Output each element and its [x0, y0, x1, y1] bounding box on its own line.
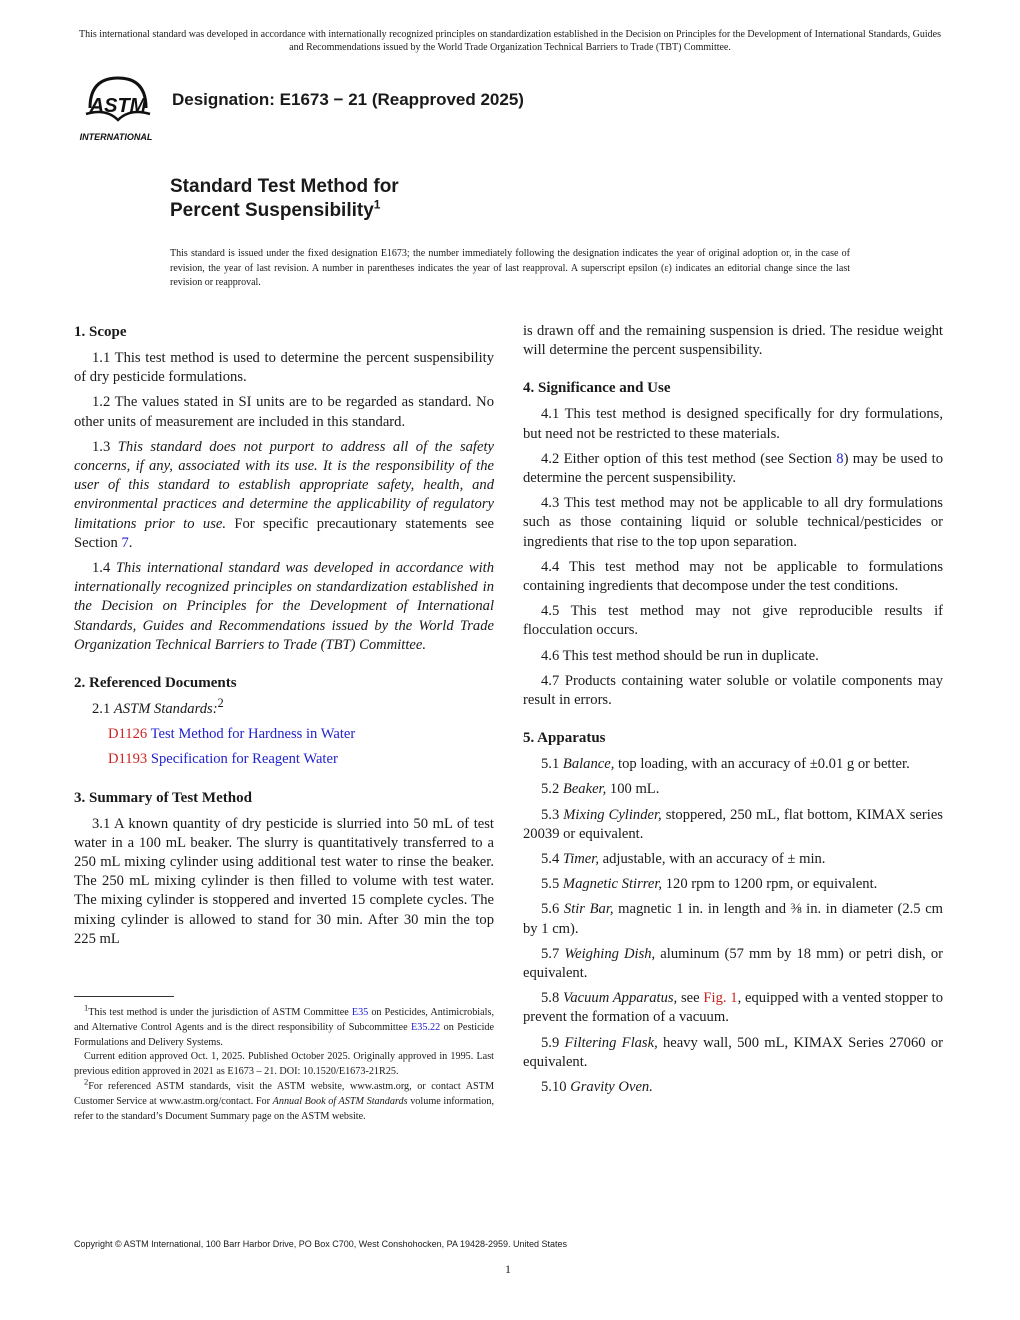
section-3-heading: 3. Summary of Test Method — [74, 789, 252, 806]
para-4-2: 4.2 Either option of this test method (see Section 8) may be used to determine the percent suspensibility. — [523, 450, 943, 487]
para-4-4: 4.4 This test method may not be applicable to formulations containing ingredients that decompose under the test conditions. — [523, 558, 943, 595]
section-8-link[interactable]: 8 — [836, 450, 844, 467]
para-5-7: 5.7 Weighing Dish, aluminum (57 mm by 18 mm) or petri dish, or equivalent. — [523, 945, 943, 982]
committee-e35-link[interactable]: E35 — [351, 1007, 369, 1018]
para-1-3: 1.3 This standard does not purport to address all of the safety concerns, if any, associated with its use. It is the responsibility of the user of this standard to establish appropriate safety, health, and environmental practices and determine the applicability of regulatory limitations prior to use. For specific precautionary statements see Section 7. — [74, 438, 494, 551]
section-5-heading: 5. Apparatus — [523, 730, 606, 747]
right-column — [523, 322, 943, 1103]
copyright-footer: Copyright © ASTM International, 100 Barr Harbor Drive, PO Box C700, West Conshohocken, PA 19428-2959. United States — [74, 1239, 568, 1249]
left-column — [74, 322, 494, 955]
section-1-heading: 1. Scope — [74, 324, 127, 340]
para-4-3: 4.3 This test method may not be applicable to all dry formulations such as those containing liquid or soluble technical/pesticides or ingredients that rise to the top upon separation. — [523, 495, 943, 550]
footnote-divider — [74, 996, 174, 997]
section-2-heading: 2. Referenced Documents — [74, 675, 237, 692]
para-5-10: 5.10 Gravity Oven. — [541, 1079, 653, 1096]
para-4-7: 4.7 Products containing water soluble or volatile components may result in errors. — [523, 672, 943, 709]
para-3-1: 3.1 A known quantity of dry pesticide is slurried into 50 mL of test water in a 100 mL beaker. The slurry is quantitatively transferred to a 250 mL mixing cylinder using additional test water to rinse the beaker. The 250 mL mixing cylinder is then filled to volume with test water. The mixing cylinder is stoppered and inverted 15 complete cycles. The mixing cylinder is allowed to stand for 30 min. After 30 min the top 225 mL — [74, 815, 494, 947]
title-text: Percent Suspensibility — [170, 200, 374, 221]
section-4-heading: 4. Significance and Use — [523, 380, 671, 397]
section-7-link[interactable]: 7 — [121, 534, 129, 551]
para-5-8: 5.8 Vacuum Apparatus, see Fig. 1, equipped with a vented stopper to prevent the formation of a vacuum. — [523, 990, 943, 1026]
para-2-1: 2.1 ASTM Standards:$^2$ — [92, 696, 224, 718]
para-5-3: 5.3 Mixing Cylinder, stoppered, 250 mL, flat bottom, KIMAX series 20039 or equivalent. — [523, 806, 943, 842]
para-5-5: 5.5 Magnetic Stirrer, 120 rpm to 1200 rpm, or equivalent. — [541, 876, 878, 893]
document-title — [170, 175, 399, 223]
footnote-2: $^2$For referenced ASTM standards, visit the ASTM website, www.astm.org, or contact ASTM Customer Service at www.astm.org/contact. For Annual Book of ASTM Standards volume information, refer to the standard’s Document Summary page on the ASTM website. — [74, 1076, 495, 1122]
para-5-6: 5.6 Stir Bar, magnetic 1 in. in length and ⅜ in. in diameter (2.5 cm by 1 cm). — [523, 901, 944, 937]
page-number: 1 — [505, 1262, 511, 1276]
reference-d1193[interactable]: D1193 Specification for Reagent Water — [108, 751, 338, 768]
figure-1-link[interactable]: Fig. 1 — [703, 990, 738, 1007]
para-5-9: 5.9 Filtering Flask, heavy wall, 500 mL, KIMAX Series 27060 or equivalent. — [523, 1034, 943, 1070]
designation: Designation: E1673 − 21 (Reapproved 2025) — [172, 90, 524, 109]
title-line-2 — [170, 199, 399, 223]
para-4-5: 4.5 This test method may not give reproducible results if flocculation occurs. — [523, 603, 943, 639]
title-line-1: Standard Test Method for — [170, 176, 399, 197]
footnote-2-mark[interactable]: 2 — [217, 696, 224, 711]
footnote-1: $^1$This test method is under the jurisdiction of ASTM Committee E35 on Pesticides, Antimicrobials, and Alternative Control Agents and is the direct responsibility of Subcommittee E35.22 on Pesticide Formulations and Delivery Systems. — [74, 1002, 495, 1048]
para-5-1: 5.1 Balance, top loading, with an accuracy of ±0.01 g or better. — [541, 756, 910, 773]
para-1-1: 1.1 This test method is used to determine the percent suspensibility of dry pesticide formulations. — [74, 350, 494, 386]
reference-d1126[interactable]: D1126 Test Method for Hardness in Water — [108, 726, 356, 743]
issuance-statement: This standard is issued under the fixed designation E1673; the number immediately following the designation indicates the year of original adoption or, in the case of revision, the year of last revision. A number in parentheses indicates the year of last reapproval. A superscript epsilon (ε) indicates an editorial change since the last revision or reapproval. — [170, 248, 850, 288]
para-3-1-continued: is drawn off and the remaining suspension is dried. The residue weight will determine the percent suspensibility. — [523, 323, 943, 359]
footnote-1-edition: Current edition approved Oct. 1, 2025. Published October 2025. Originally approved in 1995. Last previous edition approved in 2021 as E1673 – 21. DOI: 10.1520/E1673-21R25. — [74, 1051, 494, 1078]
para-1-4: 1.4 This international standard was developed in accordance with internationally recognized principles on standardization established in the Decision on Principles for the Development of International Standards, Guides and Recommendations issued by the World Trade Organization Technical Barriers to Trade (TBT) Committee. — [74, 560, 495, 653]
subcommittee-e35-22-link[interactable]: E35.22 — [411, 1021, 441, 1033]
para-5-2: 5.2 Beaker, 100 mL. — [541, 781, 660, 798]
para-4-6: 4.6 This test method should be run in duplicate. — [541, 647, 819, 664]
astm-logo — [76, 72, 160, 144]
footnotes — [74, 1002, 495, 1124]
astm-logo-subtext: INTERNATIONAL — [79, 132, 153, 142]
international-standard-notice: This international standard was developed in accordance with internationally recognized principles on standardization established in the Decision on Principles for the Development of International Standards, Guides and Recommendations issued by the World Trade Organization Technical Barriers to Trade (TBT) Committee. — [79, 29, 941, 53]
para-4-1: 4.1 This test method is designed specifically for dry formulations, but need not be restricted to these materials. — [523, 406, 943, 442]
para-1-2: 1.2 The values stated in SI units are to be regarded as standard. No other units of measurement are included in this standard. — [74, 394, 494, 430]
para-5-4: 5.4 Timer, adjustable, with an accuracy of ± min. — [541, 851, 826, 868]
title-footnote-mark[interactable]: 1 — [373, 197, 381, 212]
astm-logo-text: ASTM — [89, 95, 147, 117]
